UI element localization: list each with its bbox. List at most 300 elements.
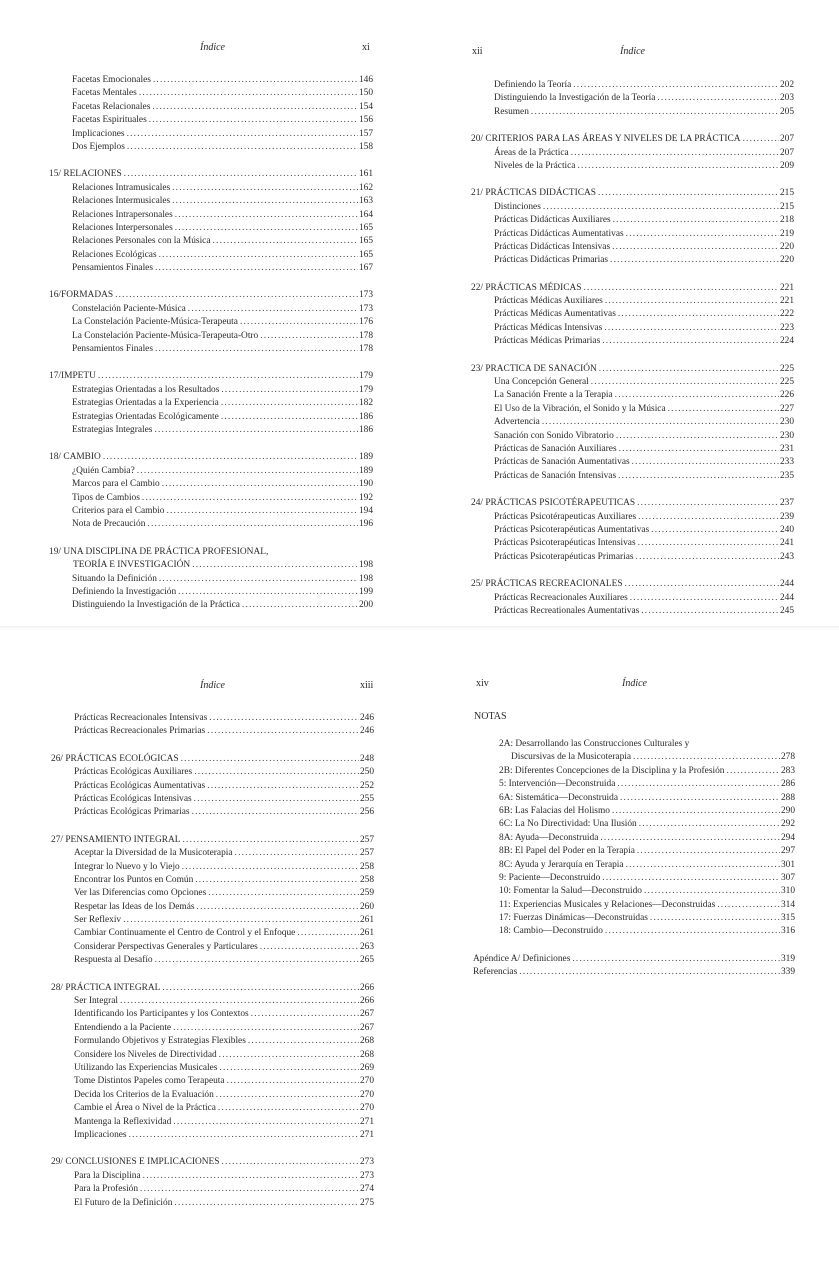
toc-entry-title: Pensamientos Finales bbox=[72, 263, 153, 274]
toc-entry-title: 6B: Las Falacias del Holismo bbox=[499, 805, 610, 816]
dot-leader bbox=[174, 1197, 359, 1210]
dot-leader bbox=[139, 87, 358, 100]
toc-entry bbox=[51, 914, 374, 927]
toc-entry bbox=[471, 254, 794, 267]
toc-entry-page: 267 bbox=[359, 1009, 374, 1020]
toc-entry-title: Facetas Mentales bbox=[72, 88, 137, 99]
toc-list bbox=[471, 79, 794, 618]
toc-entry-page: 288 bbox=[780, 792, 795, 803]
toc-chapter-entry bbox=[51, 753, 374, 766]
toc-entry-title: Entendiendo a la Paciente bbox=[74, 1022, 172, 1033]
dot-leader bbox=[531, 106, 779, 119]
dot-leader bbox=[612, 805, 780, 818]
toc-entry-page: 220 bbox=[779, 255, 794, 266]
dot-leader bbox=[639, 818, 780, 831]
toc-entry bbox=[471, 403, 794, 416]
dot-leader bbox=[543, 201, 779, 214]
toc-entry bbox=[49, 141, 373, 154]
dot-leader bbox=[218, 1102, 359, 1115]
toc-entry-page: 182 bbox=[358, 398, 373, 409]
toc-entry-title: 15/ RELACIONES bbox=[49, 169, 122, 180]
dot-leader bbox=[248, 1035, 359, 1048]
toc-entry-page: 273 bbox=[359, 1157, 374, 1168]
toc-entry bbox=[473, 899, 795, 912]
toc-entry-page: 154 bbox=[358, 101, 373, 112]
toc-chapter-entry bbox=[473, 966, 795, 979]
toc-entry-title: Distinguiendo la Investigación de la Teoría bbox=[494, 93, 656, 104]
toc-chapter-entry bbox=[51, 982, 374, 995]
toc-entry bbox=[471, 389, 794, 402]
toc-entry-title: 27/ PENSAMIENTO INTEGRAL bbox=[51, 834, 181, 845]
toc-entry bbox=[473, 778, 795, 791]
toc-entry-page: 223 bbox=[779, 322, 794, 333]
toc-entry bbox=[51, 1008, 374, 1021]
toc-entry-page: 270 bbox=[359, 1103, 374, 1114]
toc-entry bbox=[51, 927, 374, 940]
toc-entry bbox=[473, 925, 795, 938]
toc-entry-title: 18/ CAMBIO bbox=[49, 452, 101, 463]
toc-entry-title: La Sanación Frente a la Terapia bbox=[494, 390, 613, 401]
toc-entry bbox=[471, 214, 794, 227]
toc-entry bbox=[49, 478, 373, 491]
toc-entry-title: Sanación con Sonido Vibratorio bbox=[494, 430, 614, 441]
dot-leader bbox=[297, 927, 359, 940]
toc-entry-page: 239 bbox=[779, 511, 794, 522]
toc-entry-page: 225 bbox=[779, 377, 794, 388]
dot-leader bbox=[651, 524, 779, 537]
toc-entry-page: 230 bbox=[779, 417, 794, 428]
toc-entry bbox=[49, 101, 373, 114]
toc-entry-page: 190 bbox=[358, 479, 373, 490]
toc-entry-title: Constelación Paciente-Música bbox=[72, 303, 186, 314]
page-xii bbox=[420, 0, 839, 630]
toc-entry-page: 157 bbox=[358, 128, 373, 139]
toc-entry-title: Apéndice A/ Definiciones bbox=[473, 953, 571, 964]
toc-entry-page: 167 bbox=[358, 263, 373, 274]
dot-leader bbox=[182, 861, 359, 874]
toc-entry-page: 178 bbox=[358, 344, 373, 355]
dot-leader bbox=[123, 914, 359, 927]
dot-leader bbox=[619, 443, 779, 456]
dot-leader bbox=[620, 792, 780, 805]
dot-leader bbox=[159, 249, 358, 262]
toc-entry bbox=[471, 201, 794, 214]
toc-entry-title: 28/ PRÁCTICA INTEGRAL bbox=[51, 982, 161, 993]
toc-entry bbox=[473, 845, 795, 858]
toc-entry-page: 207 bbox=[779, 134, 794, 145]
toc-entry-title: Implicaciones bbox=[72, 128, 125, 139]
toc-entry-title: Ser Integral bbox=[74, 996, 118, 1007]
toc-entry-page: 200 bbox=[358, 600, 373, 611]
toc-entry-page: 244 bbox=[779, 592, 794, 603]
toc-entry bbox=[49, 330, 373, 343]
toc-entry-page: 244 bbox=[779, 579, 794, 590]
toc-entry-title: Formulando Objetivos y Estrategias Flexibles bbox=[74, 1036, 246, 1047]
toc-entry-title: Prácticas Didácticas Primarias bbox=[494, 255, 609, 266]
toc-entry-title: Cambie el Área o Nivel de la Práctica bbox=[74, 1103, 216, 1114]
dot-leader bbox=[612, 241, 779, 254]
toc-entry bbox=[51, 780, 374, 793]
dot-leader bbox=[153, 74, 358, 87]
toc-entry-title: Prácticas Psicoterapéuticas Aumentativas bbox=[494, 524, 650, 535]
toc-entry bbox=[473, 818, 795, 831]
toc-entry bbox=[473, 872, 795, 885]
toc-entry bbox=[51, 901, 374, 914]
toc-entry-title: Relaciones Ecológicas bbox=[72, 249, 157, 260]
toc-entry-page: 256 bbox=[359, 807, 374, 818]
toc-entry-page: 198 bbox=[358, 560, 373, 571]
dot-leader bbox=[207, 725, 359, 738]
toc-entry-page: 246 bbox=[359, 726, 374, 737]
toc-entry-title: 24/ PRÁCTICAS PSICOTÉRAPEUTICAS bbox=[471, 498, 636, 509]
toc-entry-page: 199 bbox=[358, 586, 373, 597]
toc-entry-page: 319 bbox=[780, 953, 795, 964]
toc-entry bbox=[51, 1049, 374, 1062]
dot-leader bbox=[209, 712, 359, 725]
toc-chapter-entry bbox=[471, 282, 794, 295]
toc-entry-page: 271 bbox=[359, 1116, 374, 1127]
toc-entry-title: Integrar lo Nuevo y lo Viejo bbox=[74, 861, 180, 872]
dot-leader bbox=[604, 322, 779, 335]
page-number: xii bbox=[472, 46, 483, 57]
toc-entry-page: 290 bbox=[780, 805, 795, 816]
dot-leader bbox=[602, 872, 780, 885]
page-number: xi bbox=[362, 42, 370, 53]
dot-leader bbox=[162, 982, 359, 995]
toc-entry-page: 266 bbox=[359, 982, 374, 993]
dot-leader bbox=[633, 751, 780, 764]
toc-entry-page: 267 bbox=[359, 1022, 374, 1033]
dot-leader bbox=[626, 859, 780, 872]
toc-entry bbox=[49, 559, 373, 572]
toc-entry bbox=[51, 806, 374, 819]
toc-entry bbox=[49, 249, 373, 262]
toc-entry-title: Estrategias Integrales bbox=[72, 424, 153, 435]
toc-entry-page: 245 bbox=[779, 605, 794, 616]
toc-entry-page: 225 bbox=[779, 363, 794, 374]
running-head-title: Índice bbox=[200, 42, 225, 53]
toc-entry-page: 226 bbox=[779, 390, 794, 401]
toc-entry-title: Prácticas Recreacionales Auxiliares bbox=[494, 592, 628, 603]
toc-entry bbox=[471, 295, 794, 308]
toc-entry-page: 294 bbox=[780, 832, 795, 843]
dot-leader bbox=[207, 780, 359, 793]
toc-entry-page: 269 bbox=[359, 1062, 374, 1073]
toc-entry-title: 10: Fomentar la Salud—Deconstruido bbox=[499, 886, 642, 897]
dot-leader bbox=[251, 1008, 359, 1021]
toc-entry-title: Para la Disciplina bbox=[74, 1170, 141, 1181]
toc-entry-page: 189 bbox=[358, 465, 373, 476]
toc-entry bbox=[49, 573, 373, 586]
toc-entry-title: 5: Intervención—Deconstruida bbox=[499, 779, 616, 790]
dot-leader bbox=[657, 92, 779, 105]
toc-entry-page: 278 bbox=[780, 752, 795, 763]
toc-entry-page: 231 bbox=[779, 443, 794, 454]
toc-entry-title: Tome Distintos Papeles como Terapeuta bbox=[74, 1076, 225, 1087]
toc-entry-title: Estrategias Orientadas Ecológicamente bbox=[72, 411, 219, 422]
toc-entry-title: Para la Profesión bbox=[74, 1184, 139, 1195]
page-xiv bbox=[420, 640, 839, 1280]
toc-entry-page: 271 bbox=[359, 1129, 374, 1140]
toc-chapter-entry bbox=[49, 168, 373, 181]
toc-entry-title: Definiendo la Teoría bbox=[494, 80, 572, 90]
dot-leader bbox=[577, 160, 778, 173]
toc-entry bbox=[51, 1062, 374, 1075]
toc-entry bbox=[51, 887, 374, 900]
page-number: xiii bbox=[360, 680, 374, 691]
toc-entry bbox=[473, 912, 795, 925]
toc-entry bbox=[473, 885, 795, 898]
toc-entry-title: Distinciones bbox=[494, 201, 541, 212]
toc-entry-title: 6C: La No Directividad: Una Ilusión bbox=[499, 819, 637, 830]
toc-entry-page: 246 bbox=[359, 713, 374, 723]
dot-leader bbox=[147, 518, 358, 531]
dot-leader bbox=[625, 578, 779, 591]
toc-entry bbox=[49, 411, 373, 424]
toc-entry-page: 164 bbox=[358, 209, 373, 220]
dot-leader bbox=[152, 101, 358, 114]
toc-entry-title: Discursivas de la Musicoterapia bbox=[511, 752, 632, 763]
toc-entry-title: Respetar las Ideas de los Demás bbox=[74, 901, 195, 912]
dot-leader bbox=[613, 214, 779, 227]
toc-entry-title: Decida los Criterios de la Evaluación bbox=[74, 1089, 214, 1100]
toc-entry bbox=[49, 303, 373, 316]
toc-entry-page: 198 bbox=[358, 573, 373, 584]
toc-entry-page: 248 bbox=[359, 753, 374, 764]
toc-entry-page: 186 bbox=[358, 424, 373, 435]
toc-entry-title: Considerar Perspectivas Generales y Particulares bbox=[74, 941, 258, 952]
dot-leader bbox=[213, 235, 358, 248]
dot-leader bbox=[143, 1170, 359, 1183]
dot-leader bbox=[216, 1089, 359, 1102]
dot-leader bbox=[242, 599, 358, 612]
toc-entry-title: Utilizando las Experiencias Musicales bbox=[74, 1062, 218, 1073]
toc-entry-page: 176 bbox=[358, 317, 373, 328]
dot-leader bbox=[650, 912, 780, 925]
toc-entry-page: 315 bbox=[780, 913, 795, 924]
toc-entry bbox=[471, 456, 794, 469]
toc-entry-title: Pensamientos Finales bbox=[72, 344, 153, 355]
toc-entry-title: 23/ PRACTICA DE SANACIÓN bbox=[471, 363, 597, 374]
toc-entry-page: 292 bbox=[780, 819, 795, 830]
toc-entry bbox=[51, 1197, 374, 1210]
toc-entry-page: 261 bbox=[359, 915, 374, 926]
toc-entry-title: 20/ CRITERIOS PARA LAS ÁREAS Y NIVELES DE LA PRÁCTICA bbox=[471, 134, 741, 145]
dot-leader bbox=[605, 925, 780, 938]
toc-entry bbox=[49, 316, 373, 329]
dot-leader bbox=[519, 966, 780, 979]
toc-entry bbox=[51, 1022, 374, 1035]
toc-chapter-entry bbox=[49, 289, 373, 302]
dot-leader bbox=[181, 753, 359, 766]
toc-entry-page: 196 bbox=[358, 519, 373, 530]
dot-leader bbox=[618, 308, 779, 321]
toc-entry-page: 158 bbox=[358, 141, 373, 152]
toc-entry bbox=[471, 443, 794, 456]
toc-entry bbox=[49, 74, 373, 87]
toc-entry bbox=[473, 832, 795, 845]
toc-entry bbox=[471, 228, 794, 241]
toc-entry bbox=[51, 1075, 374, 1088]
toc-entry-page: 252 bbox=[359, 780, 374, 791]
dot-leader bbox=[127, 128, 358, 141]
toc-entry bbox=[471, 106, 794, 119]
toc-chapter-entry bbox=[471, 578, 794, 591]
toc-entry-page: 255 bbox=[359, 793, 374, 804]
dot-leader bbox=[172, 182, 358, 195]
dot-leader bbox=[717, 899, 780, 912]
toc-entry-title: TEORÍA E INVESTIGACIÓN bbox=[73, 560, 191, 571]
toc-entry-title: Prácticas Ecológicas Intensivas bbox=[74, 793, 192, 804]
toc-entry-page: 301 bbox=[780, 859, 795, 870]
dot-leader bbox=[142, 492, 358, 505]
toc-entry-page: 316 bbox=[780, 926, 795, 937]
dot-leader bbox=[605, 295, 779, 308]
toc-entry-title: 29/ CONCLUSIONES E IMPLICACIONES bbox=[51, 1157, 220, 1168]
dot-leader bbox=[166, 505, 358, 518]
toc-entry-title: 16/FORMADAS bbox=[49, 290, 114, 301]
toc-entry-page: 230 bbox=[779, 430, 794, 441]
toc-entry-title: Identificando los Participantes y los Contextos bbox=[74, 1009, 249, 1020]
toc-entry-title: 19/ UNA DISCIPLINA DE PRÁCTICA PROFESIONAL, bbox=[49, 546, 269, 557]
toc-entry bbox=[471, 511, 794, 524]
dot-leader bbox=[173, 1116, 359, 1129]
toc-entry-title: 18: Cambio—Deconstruido bbox=[499, 926, 603, 937]
toc-entry-title: Definiendo la Investigación bbox=[72, 586, 177, 597]
toc-entry-page: 260 bbox=[359, 901, 374, 912]
toc-entry bbox=[471, 416, 794, 429]
dot-leader bbox=[192, 559, 358, 572]
toc-entry-page: 156 bbox=[358, 115, 373, 126]
dot-leader bbox=[137, 465, 358, 478]
toc-entry-title: Situando la Definición bbox=[72, 573, 157, 584]
dot-leader bbox=[726, 765, 779, 778]
toc-entry-page: 241 bbox=[779, 538, 794, 549]
toc-entry-title: Una Concepción General bbox=[494, 377, 589, 388]
toc-entry bbox=[51, 1035, 374, 1048]
toc-entry-page: 268 bbox=[359, 1049, 374, 1060]
dot-leader bbox=[219, 1049, 359, 1062]
toc-entry-title: El Futuro de la Definición bbox=[74, 1197, 173, 1208]
toc-entry-page: 224 bbox=[779, 336, 794, 347]
toc-entry-title: El Uso de la Vibración, el Sonido y la Música bbox=[494, 403, 666, 414]
toc-entry bbox=[51, 847, 374, 860]
toc-entry-page: 237 bbox=[779, 498, 794, 509]
toc-entry-title: Distinguiendo la Investigación de la Práctica bbox=[72, 600, 240, 611]
toc-entry-title: Niveles de la Práctica bbox=[494, 160, 576, 171]
toc-entry-title: Ver las Diferencias como Opciones bbox=[74, 888, 207, 899]
toc-entry bbox=[471, 308, 794, 321]
toc-entry-page: 258 bbox=[359, 861, 374, 872]
dot-leader bbox=[129, 1129, 359, 1142]
toc-entry bbox=[51, 712, 374, 725]
dot-leader bbox=[227, 1075, 359, 1088]
toc-entry bbox=[49, 114, 373, 127]
toc-entry bbox=[51, 941, 374, 954]
dot-leader bbox=[630, 592, 779, 605]
toc-entry-page: 221 bbox=[779, 296, 794, 307]
toc-entry-title: Criterios para el Cambio bbox=[72, 505, 165, 516]
toc-chapter-entry bbox=[49, 546, 373, 559]
toc-entry-title: Implicaciones bbox=[74, 1129, 127, 1140]
toc-entry-title: Facetas Relacionales bbox=[72, 101, 151, 112]
toc-entry-title: Ser Reflexiv bbox=[74, 915, 122, 926]
toc-entry-title: Prácticas Psicoterapéuticas Intensivas bbox=[494, 538, 636, 549]
notas-heading: NOTAS bbox=[474, 711, 507, 722]
dot-leader bbox=[626, 228, 779, 241]
toc-entry-title: Prácticas Médicas Intensivas bbox=[494, 322, 603, 333]
dot-leader bbox=[668, 403, 779, 416]
toc-list bbox=[51, 712, 374, 1210]
toc-entry-title: 2A: Desarrollando las Construcciones Culturales y bbox=[499, 739, 690, 749]
toc-chapter-entry bbox=[49, 451, 373, 464]
toc-entry bbox=[51, 766, 374, 779]
toc-entry bbox=[49, 586, 373, 599]
dot-leader bbox=[149, 114, 358, 127]
toc-entry-page: 162 bbox=[358, 182, 373, 193]
toc-chapter-entry bbox=[51, 834, 374, 847]
toc-entry bbox=[51, 725, 374, 738]
toc-entry-title: Prácticas Médicas Aumentativas bbox=[494, 309, 616, 320]
toc-entry bbox=[49, 222, 373, 235]
toc-entry-title: 9: Paciente—Deconstruido bbox=[499, 872, 601, 883]
toc-entry-title: ¿Quién Cambia? bbox=[72, 465, 135, 476]
toc-entry bbox=[471, 430, 794, 443]
toc-entry-page: 339 bbox=[780, 967, 795, 978]
toc-entry bbox=[51, 1102, 374, 1115]
toc-entry-page: 179 bbox=[358, 384, 373, 395]
toc-entry bbox=[51, 995, 374, 1008]
toc-entry bbox=[49, 128, 373, 141]
toc-entry-page: 270 bbox=[359, 1089, 374, 1100]
toc-entry bbox=[471, 147, 794, 160]
dot-leader bbox=[602, 335, 779, 348]
toc-entry-page: 194 bbox=[358, 505, 373, 516]
toc-entry-page: 257 bbox=[359, 834, 374, 845]
toc-entry bbox=[49, 384, 373, 397]
toc-entry bbox=[471, 524, 794, 537]
toc-entry-title: Facetas Emocionales bbox=[72, 75, 151, 85]
toc-entry-page: 215 bbox=[779, 201, 794, 212]
toc-entry bbox=[51, 1116, 374, 1129]
dot-leader bbox=[175, 222, 358, 235]
toc-entry-title: 21/ PRÁCTICAS DIDÁCTICAS bbox=[471, 188, 597, 199]
toc-entry-title: Áreas de la Práctica bbox=[494, 147, 569, 158]
toc-entry-title: Prácticas Recreationales Aumentativas bbox=[494, 605, 640, 616]
toc-entry-page: 165 bbox=[358, 222, 373, 233]
toc-entry-page: 192 bbox=[358, 492, 373, 503]
dot-leader bbox=[572, 953, 780, 966]
toc-entry bbox=[51, 861, 374, 874]
toc-entry-page: 178 bbox=[358, 330, 373, 341]
toc-chapter-entry bbox=[51, 1156, 374, 1169]
dot-leader bbox=[183, 834, 359, 847]
dot-leader bbox=[260, 941, 359, 954]
toc-entry bbox=[49, 343, 373, 356]
dot-leader bbox=[178, 586, 358, 599]
toc-entry-title: Relaciones Intrapersonales bbox=[72, 209, 173, 220]
toc-entry bbox=[49, 182, 373, 195]
toc-chapter-entry bbox=[471, 187, 794, 200]
toc-chapter-entry bbox=[471, 133, 794, 146]
toc-list bbox=[473, 738, 795, 980]
toc-entry-page: 240 bbox=[779, 524, 794, 535]
toc-entry-title: La Constelación Paciente-Música-Terapeuta bbox=[72, 317, 238, 328]
toc-entry-page: 283 bbox=[780, 765, 795, 776]
dot-leader bbox=[124, 168, 358, 181]
toc-entry-title: Prácticas de Sanación Aumentativas bbox=[494, 457, 630, 468]
toc-entry-title: Encontrar los Puntos en Común bbox=[74, 874, 194, 885]
